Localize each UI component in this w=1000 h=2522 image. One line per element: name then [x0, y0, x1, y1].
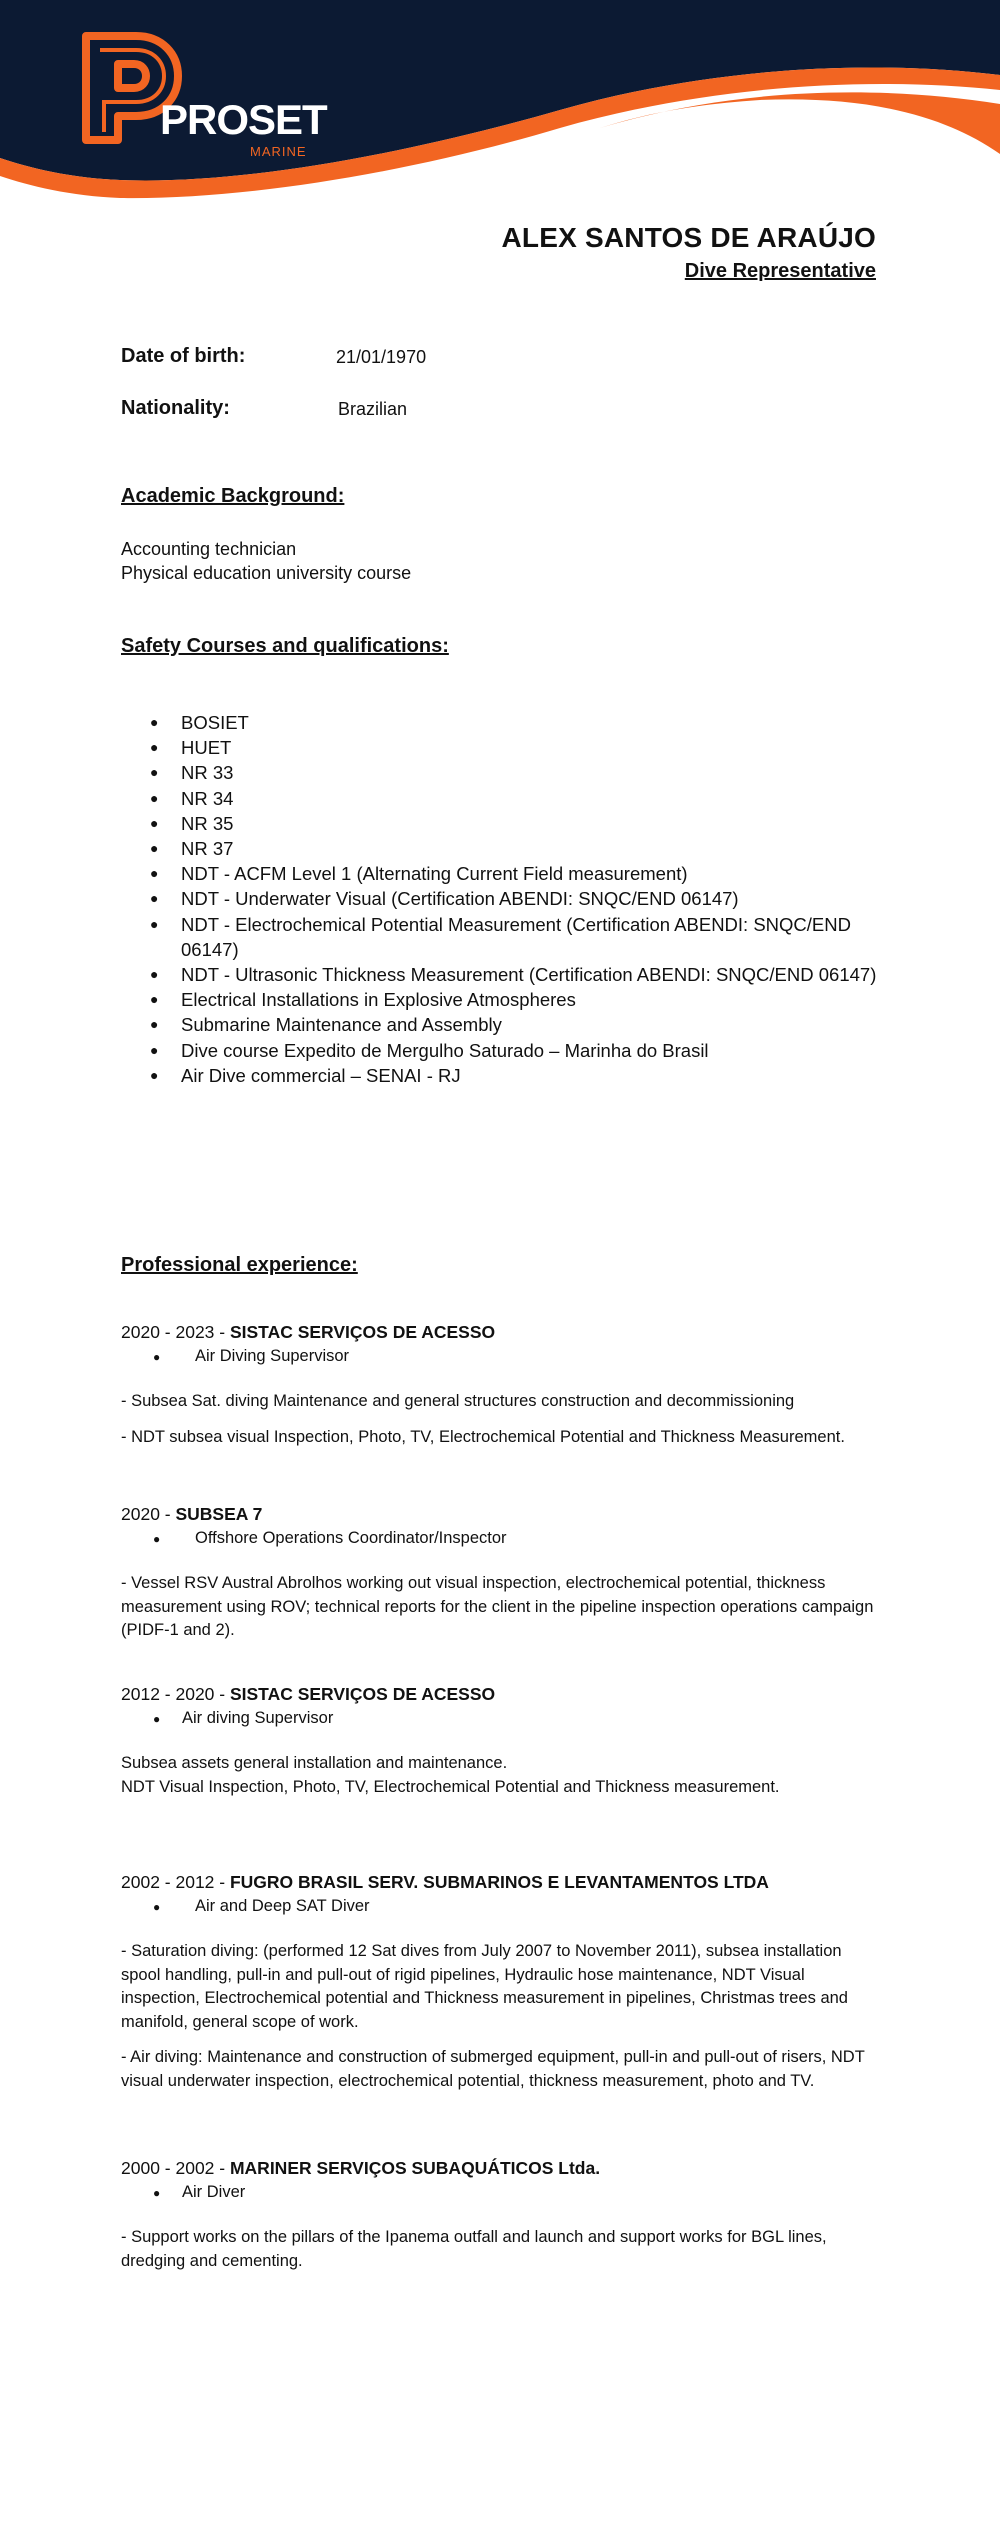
job-description: - Saturation diving: (performed 12 Sat dives from July 2007 to November 2011), subsea installation spool handling, pull-in and pull-out of rigid pipelines, Hydraulic hose maintenance, NDT Visual inspection, Electrochemical potential and Thickness measurement in pipelines, Christmas trees and manifold, general scope of work.: [121, 1942, 848, 2031]
list-item: ● NDT - ACFM Level 1 (Alternating Current Field measurement): [120, 861, 880, 886]
job-entry: [121, 1870, 881, 2093]
job-company: SUBSEA 7: [175, 1504, 263, 1524]
experience-heading: Professional experience:: [121, 1254, 358, 1276]
list-item: ● Submarine Maintenance and Assembly: [120, 1012, 880, 1037]
list-item: ● Electrical Installations in Explosive Atmospheres: [120, 987, 880, 1012]
job-position-text: Air Diving Supervisor: [195, 1347, 350, 1365]
job-position: [121, 1345, 881, 1368]
job-period: 2012 - 2020 -: [121, 1684, 230, 1704]
person-name: ALEX SANTOS DE ARAÚJO: [501, 222, 876, 253]
job-period: 2002 - 2012 -: [121, 1872, 230, 1892]
header-banner: [0, 0, 1000, 205]
job-position: [121, 2181, 881, 2204]
list-item: ● NR 35: [120, 811, 880, 836]
list-item: ● NDT - Electrochemical Potential Measurement (Certification ABENDI: SNQC/END 06147): [120, 912, 880, 962]
list-item: ● NR 37: [120, 836, 880, 861]
job-position: [121, 1895, 881, 1918]
academic-line-2: Physical education university course: [121, 563, 412, 583]
banner-navy-shape: [0, 0, 1000, 180]
job-entry: [121, 1320, 881, 1449]
job-description: NDT Visual Inspection, Photo, TV, Electrochemical Potential and Thickness measurement.: [121, 1777, 780, 1796]
bullet-icon: ●: [153, 1900, 161, 1914]
job-description: - Subsea Sat. diving Maintenance and general structures construction and decommissioning: [121, 1392, 795, 1410]
job-entry: [121, 2156, 881, 2273]
bullet-icon: ●: [153, 1350, 161, 1364]
safety-course-list: [120, 710, 880, 1088]
job-description: - Support works on the pillars of the Ipanema outfall and launch and support works for BGL lines, dredging and cementing.: [121, 2228, 827, 2270]
job-period: 2000 - 2002 -: [121, 2158, 230, 2178]
list-item: ● NR 33: [120, 760, 880, 785]
job-title: [121, 1870, 881, 1894]
name-block: [502, 222, 876, 283]
dob-value: 21/01/1970: [336, 347, 427, 367]
bullet-icon: ●: [153, 1712, 161, 1726]
person-role: Dive Representative: [684, 260, 876, 282]
academic-line-1: Accounting technician: [121, 539, 297, 559]
list-item: ● Air Dive commercial – SENAI - RJ: [120, 1063, 880, 1088]
job-title: [121, 1682, 881, 1706]
safety-heading: Safety Courses and qualifications:: [121, 635, 449, 657]
job-entry: [121, 1682, 881, 1799]
list-item: ● NR 34: [120, 786, 880, 811]
job-position-text: Air diving Supervisor: [182, 1709, 334, 1727]
bullet-icon: ●: [153, 2186, 161, 2200]
nationality-label: Nationality:: [121, 397, 230, 419]
job-company: FUGRO BRASIL SERV. SUBMARINOS E LEVANTAMENTOS LTDA: [229, 1872, 769, 1892]
list-item: ● HUET: [120, 735, 880, 760]
dob-label: Date of birth:: [121, 345, 246, 367]
job-company: SISTAC SERVIÇOS DE ACESSO: [229, 1322, 496, 1342]
job-position: [121, 1707, 881, 1730]
job-period: 2020 -: [121, 1504, 176, 1524]
list-item: ● Dive course Expedito de Mergulho Saturado – Marinha do Brasil: [120, 1038, 880, 1063]
logo-subtext: MARINE: [250, 144, 307, 159]
job-description: - NDT subsea visual Inspection, Photo, TV, Electrochemical Potential and Thickness Measurement.: [121, 1427, 845, 1446]
job-description: - Vessel RSV Austral Abrolhos working out visual inspection, electrochemical potential, thickness measurement using ROV; technical reports for the client in the pipeline inspection operations campaign (PIDF-1 and 2).: [121, 1574, 874, 1639]
job-entry: [121, 1502, 881, 1643]
job-position: [121, 1527, 881, 1550]
job-position-text: Air and Deep SAT Diver: [195, 1897, 370, 1915]
job-description: - Air diving: Maintenance and construction of submerged equipment, pull-in and pull-out of risers, NDT visual underwater inspection, electrochemical potential, thickness measurement, photo and TV.: [121, 2048, 865, 2090]
job-position-text: Air Diver: [182, 2183, 246, 2201]
list-item: ● NDT - Ultrasonic Thickness Measurement (Certification ABENDI: SNQC/END 06147): [120, 962, 880, 987]
list-item: ● BOSIET: [120, 710, 880, 735]
job-title: [121, 1502, 881, 1526]
bullet-icon: ●: [153, 1532, 161, 1546]
nationality-value: Brazilian: [338, 399, 408, 419]
job-position-text: Offshore Operations Coordinator/Inspector: [195, 1529, 507, 1547]
job-company: MARINER SERVIÇOS SUBAQUÁTICOS Ltda.: [229, 2158, 601, 2178]
academic-heading: Academic Background:: [121, 485, 345, 507]
logo-text: PROSET: [160, 96, 327, 143]
job-period: 2020 - 2023 -: [121, 1322, 230, 1342]
job-company: SISTAC SERVIÇOS DE ACESSO: [229, 1684, 496, 1704]
list-item: ● NDT - Underwater Visual (Certification ABENDI: SNQC/END 06147): [120, 886, 880, 911]
job-description: Subsea assets general installation and maintenance.: [121, 1754, 508, 1772]
job-title: [121, 1320, 881, 1344]
job-title: [121, 2156, 881, 2180]
